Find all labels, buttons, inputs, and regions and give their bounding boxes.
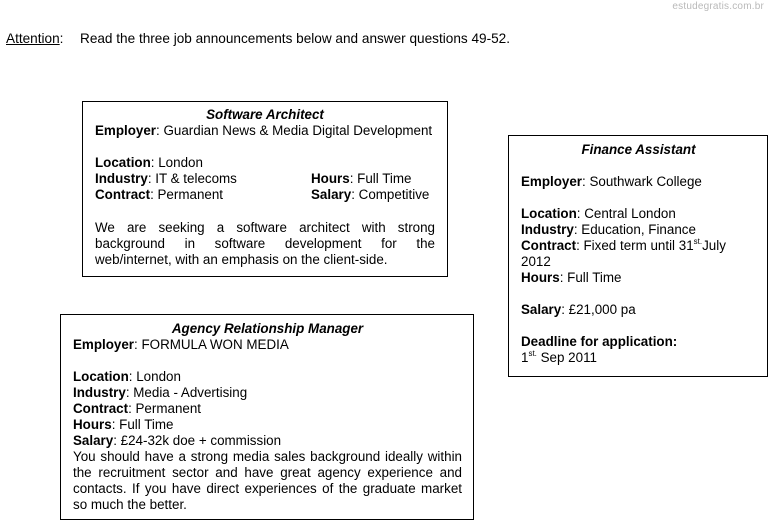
location-value: : Central London bbox=[576, 206, 676, 221]
salary-value: : Competitive bbox=[351, 187, 430, 202]
contract-value: : Permanent bbox=[128, 401, 202, 416]
industry-value: : Media - Advertising bbox=[125, 385, 248, 400]
location-row bbox=[95, 155, 435, 171]
deadline-value bbox=[521, 350, 756, 366]
contract-row bbox=[95, 187, 311, 203]
hours-row bbox=[311, 171, 411, 187]
contract-year: 2012 bbox=[521, 254, 551, 269]
deadline-month-year: Sep 2011 bbox=[536, 350, 597, 365]
employer-label: Employer bbox=[521, 174, 583, 189]
employer-value: : FORMULA WON MEDIA bbox=[134, 337, 289, 352]
location-row bbox=[521, 206, 756, 222]
deadline-label: Deadline for application: bbox=[521, 334, 678, 349]
location-value: : London bbox=[150, 155, 203, 170]
employer-row bbox=[73, 337, 462, 353]
contract-label: Contract bbox=[95, 187, 151, 202]
salary-value: : £21,000 pa bbox=[561, 302, 636, 317]
hours-label: Hours bbox=[521, 270, 560, 285]
job-card-agency-relationship-manager bbox=[60, 314, 474, 520]
industry-label: Industry bbox=[95, 171, 148, 186]
job-description: We are seeking a software architect with strong background in software development for the web/internet, with an emphasis on the client-side. bbox=[95, 220, 435, 267]
industry-value: : IT & telecoms bbox=[147, 171, 237, 186]
employer-label: Employer bbox=[73, 337, 135, 352]
contract-label: Contract bbox=[73, 401, 129, 416]
contract-value: : Permanent bbox=[150, 187, 224, 202]
employer-row bbox=[95, 123, 435, 139]
contract-row bbox=[521, 238, 756, 254]
ordinal-suffix: st. bbox=[693, 236, 703, 246]
salary-row bbox=[521, 302, 756, 318]
hours-value: : Full Time bbox=[111, 417, 174, 432]
hours-value: : Full Time bbox=[559, 270, 622, 285]
location-row bbox=[73, 369, 462, 385]
job-description: You should have a strong media sales background ideally within the recruitment sector and have great agency experience and contacts. If you have direct experiences of the graduate market so much the better. bbox=[73, 449, 462, 512]
location-label: Location bbox=[521, 206, 577, 221]
employer-value: : Guardian News & Media Digital Development bbox=[156, 123, 433, 138]
salary-row bbox=[311, 187, 429, 203]
attention-label: Attention bbox=[6, 31, 60, 46]
industry-row bbox=[95, 171, 311, 187]
industry-label: Industry bbox=[521, 222, 574, 237]
location-value: : London bbox=[128, 369, 181, 384]
salary-row bbox=[73, 433, 462, 449]
job-title: Software Architect bbox=[206, 107, 324, 122]
watermark: estudegratis.com.br bbox=[672, 1, 764, 12]
hours-label: Hours bbox=[73, 417, 112, 432]
location-label: Location bbox=[73, 369, 129, 384]
job-card-software-architect bbox=[82, 101, 448, 277]
job-title: Finance Assistant bbox=[581, 142, 696, 157]
ordinal-suffix: st. bbox=[528, 348, 537, 358]
hours-row bbox=[73, 417, 462, 433]
salary-label: Salary bbox=[521, 302, 562, 317]
location-label: Location bbox=[95, 155, 151, 170]
employer-label: Employer bbox=[95, 123, 157, 138]
job-card-finance-assistant bbox=[508, 135, 768, 377]
attention-colon: : bbox=[59, 31, 64, 46]
industry-label: Industry bbox=[73, 385, 126, 400]
job-title: Agency Relationship Manager bbox=[171, 321, 364, 336]
industry-row bbox=[73, 385, 462, 401]
contract-month: July bbox=[702, 238, 726, 253]
hours-row bbox=[521, 270, 756, 286]
contract-value: : Fixed term until 31 bbox=[576, 238, 694, 253]
salary-value: : £24-32k doe + commission bbox=[113, 433, 282, 448]
salary-label: Salary bbox=[311, 187, 352, 202]
industry-row bbox=[521, 222, 756, 238]
salary-label: Salary bbox=[73, 433, 114, 448]
industry-value: : Education, Finance bbox=[573, 222, 696, 237]
employer-value: : Southwark College bbox=[582, 174, 702, 189]
deadline-row bbox=[521, 334, 756, 350]
hours-label: Hours bbox=[311, 171, 350, 186]
contract-row bbox=[73, 401, 462, 417]
contract-label: Contract bbox=[521, 238, 577, 253]
employer-row bbox=[521, 174, 756, 190]
attention-instruction: Read the three job announcements below and answer questions 49-52. bbox=[80, 31, 511, 46]
attention-line bbox=[6, 31, 511, 46]
hours-value: : Full Time bbox=[349, 171, 412, 186]
deadline-day: 1 bbox=[521, 350, 529, 365]
